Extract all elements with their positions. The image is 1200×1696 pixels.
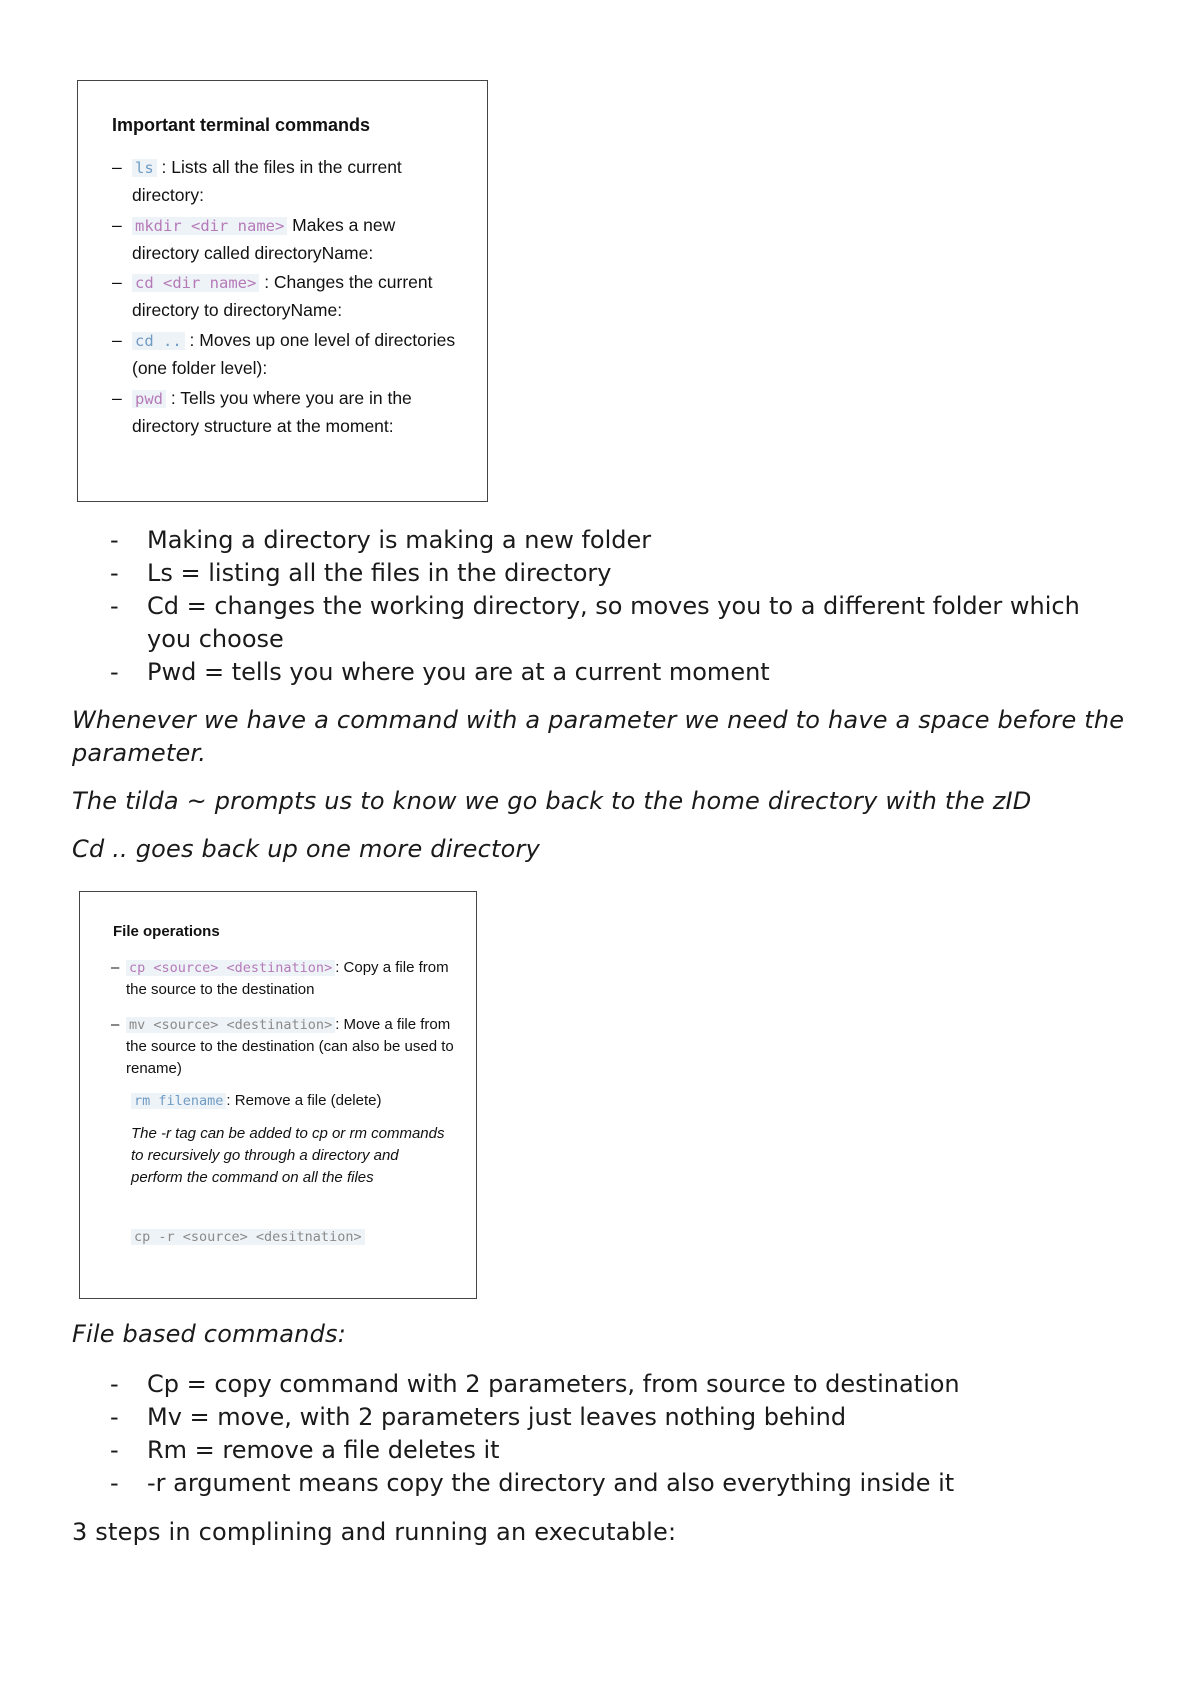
command-description: : Lists all the files in the current directory:: [132, 157, 402, 205]
paragraph-tilda-note: The tilda ~ prompts us to know we go back to the home directory with the zID: [72, 787, 1032, 815]
paragraph-steps: 3 steps in complining and running an executable:: [72, 1518, 677, 1546]
command-code: mv <source> <destination>: [126, 1017, 335, 1033]
command-description: : Moves up one level of directories (one folder level):: [132, 330, 456, 378]
command-item-cp-recursive: [131, 1226, 451, 1248]
paragraph-cd-note: Cd .. goes back up one more directory: [72, 835, 540, 863]
command-code: rm filename: [131, 1093, 226, 1109]
command-description: : Remove a file (delete): [226, 1092, 382, 1109]
command-item-rm: [131, 1090, 451, 1112]
file-operations-screenshot: File operations – cp <source> <destination> : Copy a file from the source to the destination – mv <source> <destination> : Move a file from the source to the destination (can also be used to rename) rm filename : Remove a file (delete) The -r tag can be added to cp or rm commands to recursively go through a directory and perform the command on all the files cp -r <source> <desitnation>: [79, 891, 477, 1299]
command-description: : Move a file from the source to the destination (can also be used to rename): [126, 1016, 454, 1077]
command-code: cd ..: [132, 332, 185, 350]
command-description: : Tells you where you are in the directory structure at the moment:: [132, 388, 412, 436]
terminal-commands-screenshot: Important terminal commands – ls : Lists all the files in the current directory: – mkdir <dir name> Makes a new directory called directoryName: – cd <dir name> : Changes the current directory to directoryName: – cd .. : Moves up one level of directories (one folder level): – pwd : Tells you where you are in the directory structure at the moment:: [77, 80, 488, 502]
command-description: : Copy a file from the source to the destination: [126, 959, 449, 998]
screenshot-title: File operations: [113, 923, 220, 940]
command-description: : Changes the current directory to directoryName:: [132, 272, 433, 320]
recursive-note: The -r tag can be added to cp or rm commands to recursively go through a directory and perform the command on all the files: [131, 1125, 445, 1186]
screenshot-title: Important terminal commands: [112, 115, 371, 135]
command-code: pwd: [132, 390, 166, 408]
paragraph-space-note: Whenever we have a command with a parameter we need to have a space before the parameter.: [72, 706, 1125, 767]
command-description: Makes a new directory called directoryName:: [132, 215, 396, 263]
section-heading: File based commands:: [72, 1320, 346, 1348]
command-code: cd <dir name>: [132, 274, 259, 292]
command-code: cp <source> <destination>: [126, 960, 335, 976]
command-code: cp -r <source> <desitnation>: [131, 1229, 365, 1245]
command-code: mkdir <dir name>: [132, 217, 287, 235]
command-code: ls: [132, 159, 157, 177]
document-page: Important terminal commands – ls : Lists all the files in the current directory: – mkdir <dir name> Makes a new directory called directoryName: – cd <dir name> : Changes the current directory to directoryName: – cd .. : Moves up one level of directories (one folder level): – pwd : Tells you where you are in the directory structure at the moment: - Making a directory is making a new folder - Ls = listing all the files in the directory - Cd = changes the working directory, so moves you to a different folder which you choose - Pwd = tells you where you are at a current moment Whenever we have a command with a parameter we need to have a space before the parameter. The tilda ~ prompts us to know we go back to the home directory with the zID Cd .. goes back up one more directory File operations – cp <source> <destination> : Copy a file from the source to the destination – mv <source> <destination> : Move a file from the source to the destination (can also be used to rename) rm filename : Remove a file (delete) The -r tag can be added to cp or rm commands to recursively go through a directory and perform the command on all the files cp -r <source> <desitnation> File based commands: - Cp = copy command with 2 parameters, from source to destination - Mv = move, with 2 parameters just leaves nothing behind - Rm = remove a file deletes it - -r argument means copy the directory and also everything inside it 3 steps in complining and running an executable:: [0, 0, 1200, 1696]
